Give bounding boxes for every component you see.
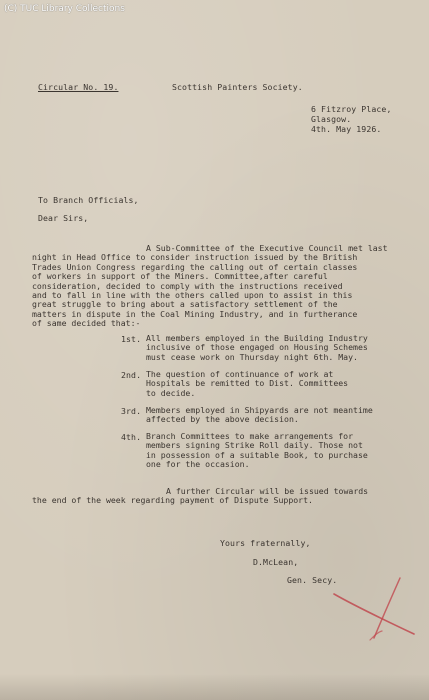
item-line: members signing Strike Roll daily. Those not [146, 440, 363, 451]
letter-date: 4th. May 1926. [311, 124, 382, 134]
body-line: of workers in support of the Miners. Committee,after careful [32, 271, 328, 282]
item-line: to decide. [146, 387, 196, 398]
item-line: affected by the above decision. [146, 414, 299, 425]
item-number: 3rd. [121, 406, 142, 416]
copyright-watermark: (C) TUC Library Collections [4, 4, 125, 14]
red-pencil-cross-mark [330, 576, 420, 646]
item-line: one for the occasion. [146, 459, 250, 470]
body-line: consideration, decided to comply with the instructions received [32, 280, 343, 291]
body-line: great struggle to bring about a satisfactory settlement of the [32, 299, 338, 310]
item-line: The question of continuance of work at [146, 369, 334, 379]
body-paragraph [32, 244, 388, 329]
item-text [146, 370, 348, 398]
recipient-line: To Branch Officials, [38, 195, 139, 205]
body-line: A Sub-Committee of the Executive Council met last [146, 243, 388, 253]
item-number: 2nd. [121, 370, 142, 380]
signoff-name: D.McLean, [253, 557, 299, 567]
item-line: All members employed in the Building Industry [146, 333, 368, 343]
body-line: matters in dispute in the Coal Mining Industry, and in furtherance [32, 308, 358, 319]
salutation-line: Dear Sirs, [38, 213, 89, 223]
address-line-1: 6 Fitzroy Place, [311, 104, 392, 114]
circular-number: Circular No. 19. [38, 82, 119, 92]
closing-paragraph [32, 487, 368, 506]
item-text [146, 432, 368, 470]
signoff-title: Gen. Secy. [287, 575, 338, 585]
item-number: 1st. [121, 334, 142, 344]
item-number: 4th. [121, 432, 142, 442]
closing-line: A further Circular will be issued towards [166, 486, 369, 496]
body-line: Trades Union Congress regarding the calling out of certain classes [32, 261, 358, 272]
item-line: Members employed in Shipyards are not meantime [146, 405, 373, 415]
body-line: night in Head Office to consider instruction issued by the British [32, 252, 358, 263]
body-line: and to fall in line with the others called upon to assist in this [32, 290, 353, 301]
society-name: Scottish Painters Society. [172, 82, 303, 92]
item-text [146, 406, 373, 425]
item-line: in possession of a suitable Book, to purchase [146, 449, 368, 460]
item-line: Branch Committees to make arrangements for [146, 431, 354, 441]
address-line-2: Glasgow. [311, 114, 352, 124]
signoff-yours: Yours fraternally, [220, 538, 311, 548]
item-line: must cease work on Thursday night 6th. May. [146, 351, 358, 362]
item-line: Hospitals be remitted to Dist. Committees [146, 378, 349, 389]
item-text [146, 334, 368, 362]
body-line: of same decided that:- [32, 318, 141, 329]
closing-line: the end of the week regarding payment of Dispute Support. [32, 495, 313, 506]
item-line: inclusive of those engaged on Housing Schemes [146, 342, 368, 353]
